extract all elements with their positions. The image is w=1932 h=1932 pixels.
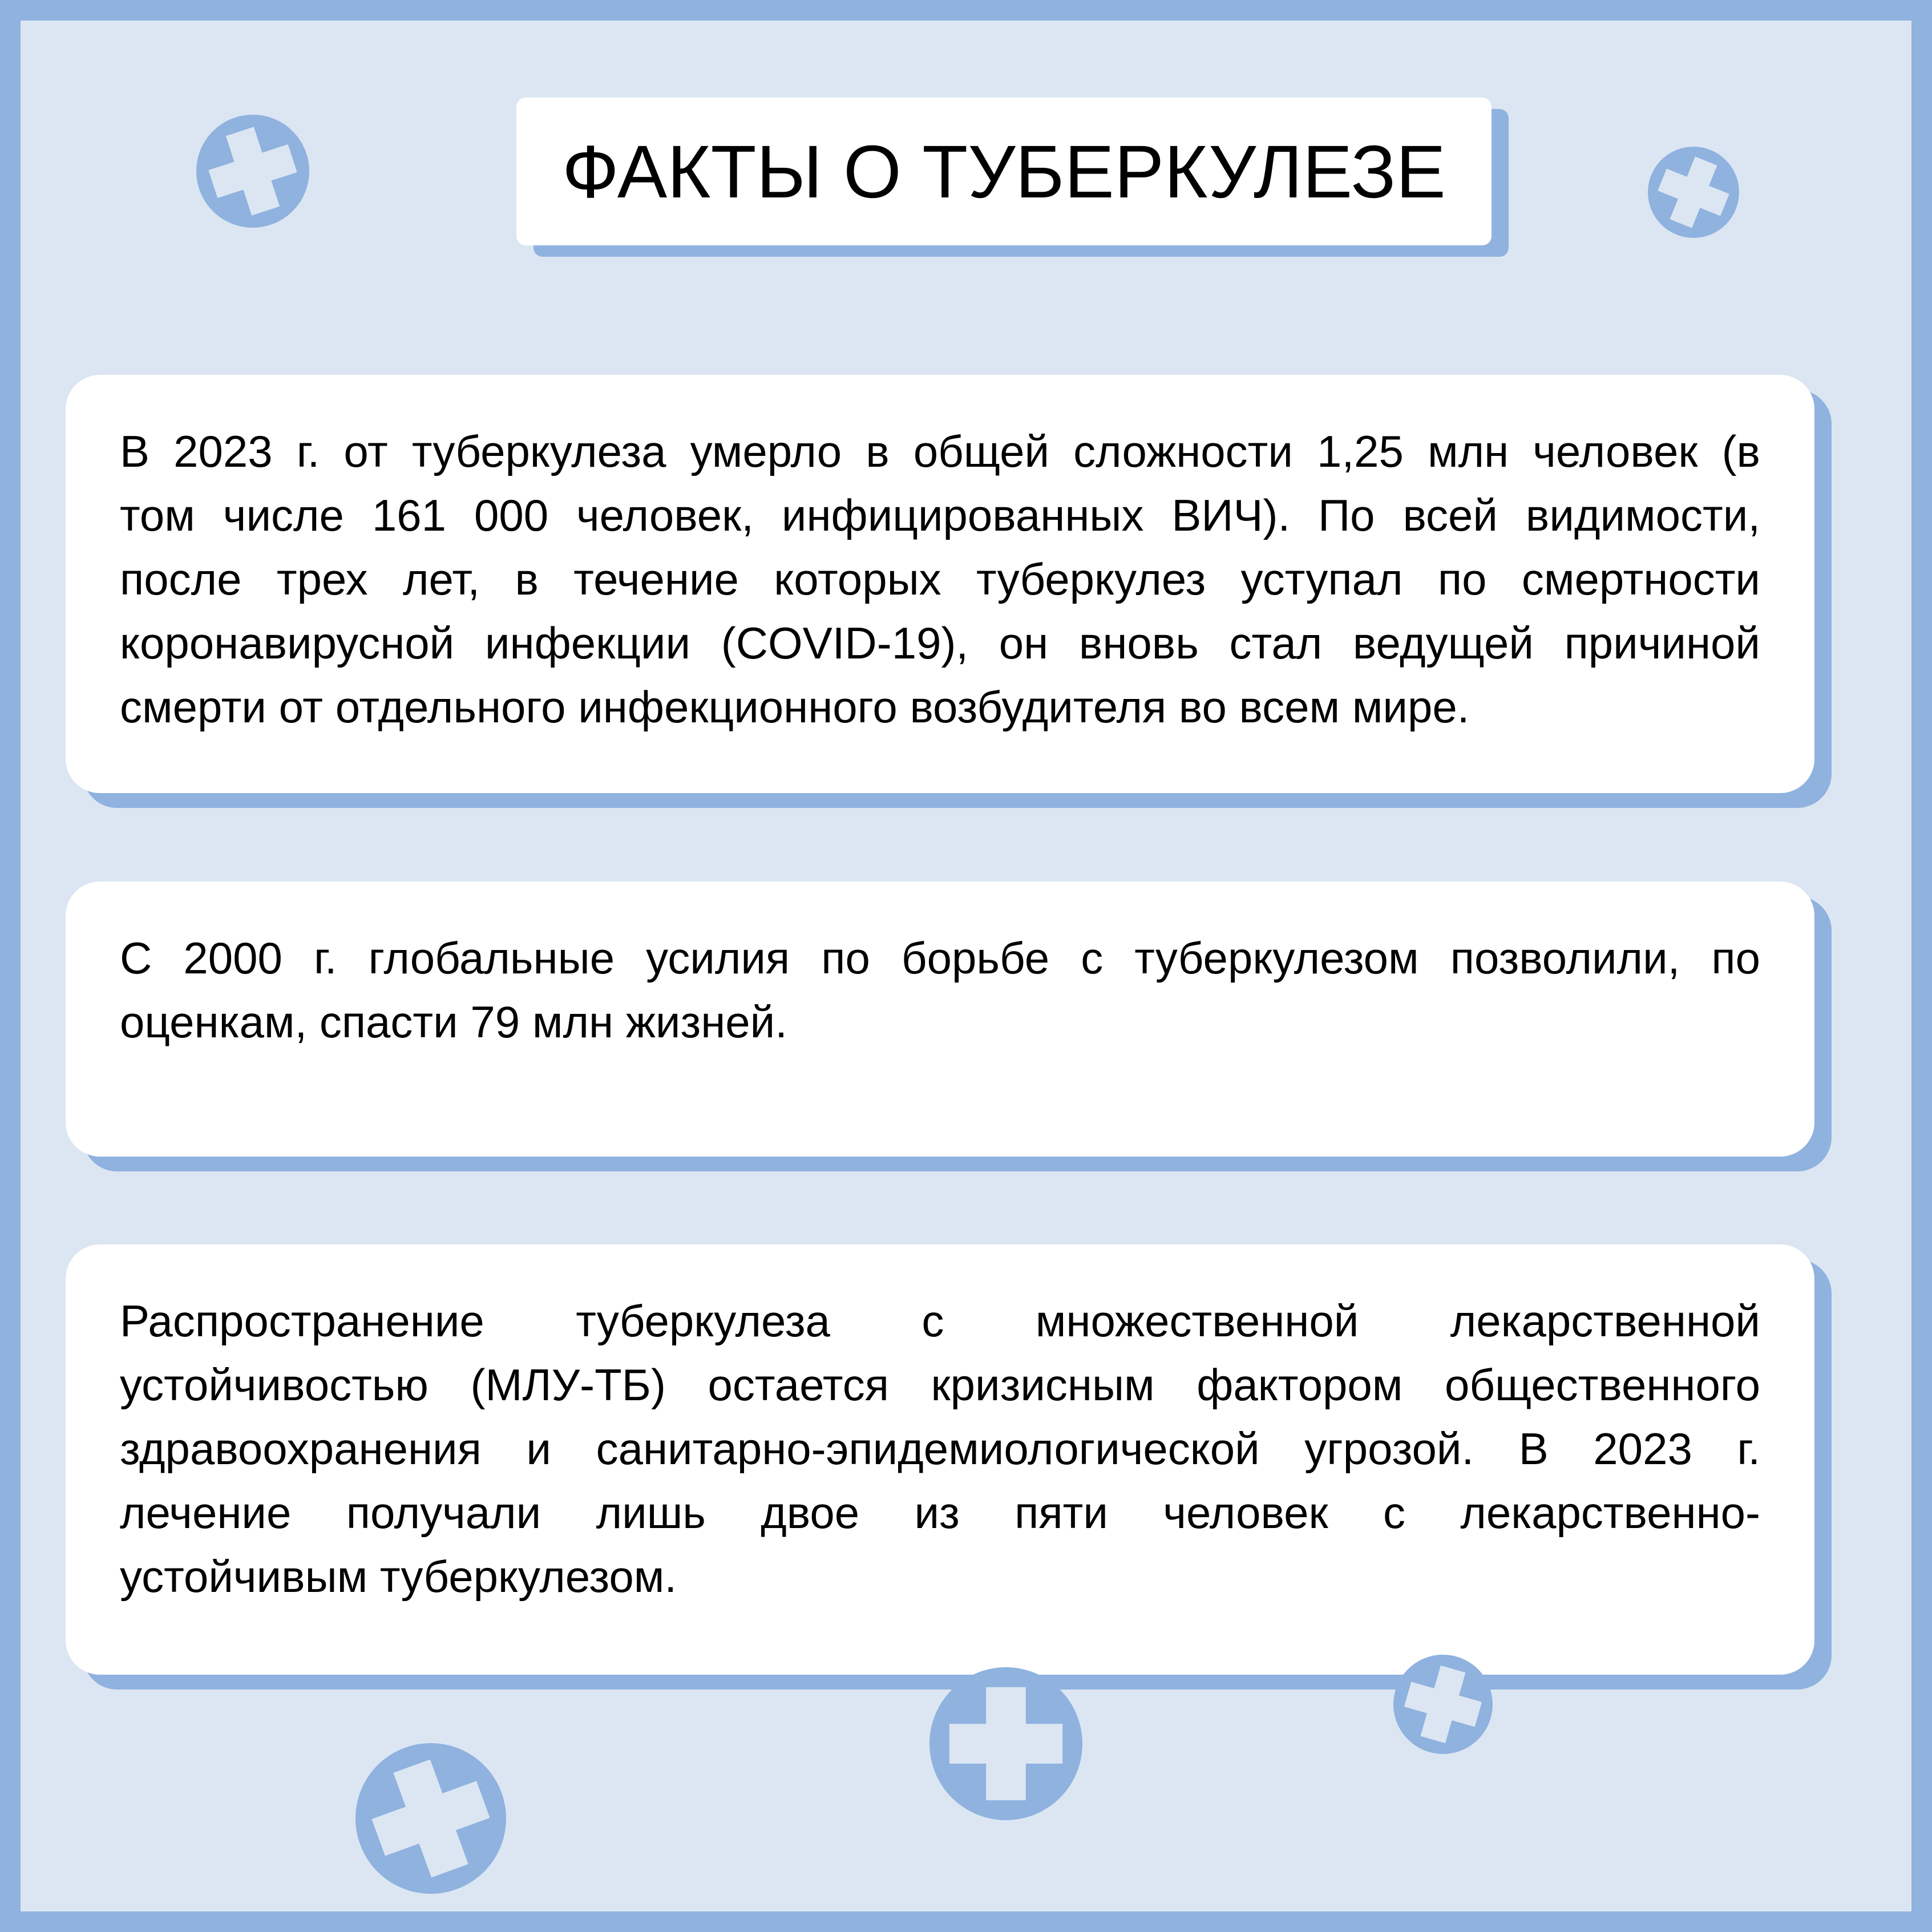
poster-canvas: [21, 21, 1911, 1911]
text-line: устойчивостью (МЛУ-ТБ) остается кризисным фактором общественного: [120, 1360, 1760, 1410]
text-line: оценкам, спасти 79 млн жизней.: [120, 997, 787, 1047]
text-line: коронавирусной инфекции (COVID-19), он вновь стал ведущей причиной: [120, 618, 1760, 668]
text-line: С 2000 г. глобальные усилия по борьбе с туберкулезом позволили, по: [120, 933, 1760, 983]
fact-card-mdr-tb: [66, 1244, 1814, 1675]
text-line: после трех лет, в течение которых туберкулез уступал по смертности: [120, 554, 1760, 604]
text-line: лечение получали лишь двое из пяти человек с лекарственно-: [120, 1488, 1760, 1538]
text-line: смерти от отдельного инфекционного возбудителя во всем мире.: [120, 682, 1470, 732]
medical-cross-icon: [181, 100, 324, 242]
text-line: В 2023 г. от туберкулеза умерло в общей сложности 1,25 млн человек (в: [120, 426, 1760, 476]
fact-card-lives-saved: [66, 882, 1814, 1157]
page-title: ФАКТЫ О ТУБЕРКУЛЕЗЕ: [562, 130, 1446, 213]
medical-cross-icon: [1634, 133, 1753, 252]
fact-card-deaths: [66, 375, 1814, 793]
medical-cross-icon: [929, 1667, 1082, 1820]
text-line: Распространение туберкулеза с множественной лекарственной: [120, 1296, 1760, 1346]
title-card: [516, 98, 1492, 245]
text-line: устойчивым туберкулезом.: [120, 1551, 677, 1602]
text-line: том числе 161 000 человек, инфицированных ВИЧ). По всей видимости,: [120, 490, 1760, 540]
medical-cross-icon: [334, 1722, 527, 1915]
text-line: здравоохранения и санитарно-эпидемиологической угрозой. В 2023 г.: [120, 1424, 1760, 1474]
